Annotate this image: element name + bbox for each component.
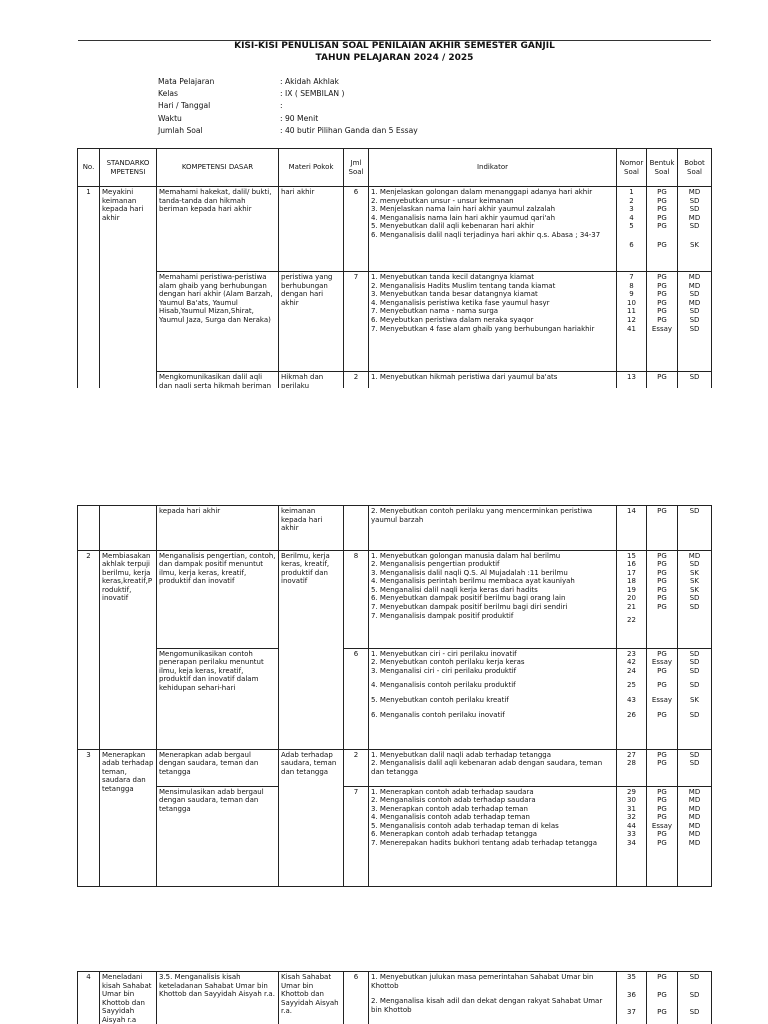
bentuk-soal-list: PG PG PG PG Essay PG PG bbox=[647, 786, 678, 886]
indikator-item: 3. Menjelaskan nama lain hari akhir yaumul zalzalah bbox=[371, 205, 556, 214]
col-nomor-soal: Nomor Soal bbox=[617, 149, 647, 187]
col-materi-pokok: Materi Pokok bbox=[279, 149, 344, 187]
indikator-list: 1. Menyebutkan tanda kecil datangnya kiamat 2. Menganalisis Hadits Muslim tentang tanda kiamat 3. Menyebutkan tanda besar datangnya kiamat 4. Menganalisis peristiwa ketika fase yaumul hasyr 7. Menyebutkan nama - nama surga 6. Meyebutkan peristiwa dalam neraka syaqor 7. Menyebutkan 4 fase alam ghaib yang berhubungan hariakhir bbox=[369, 272, 617, 372]
col-bobot-soal: Bobot Soal bbox=[678, 149, 712, 187]
bobot-soal-list: SD SD SD bbox=[678, 972, 712, 1024]
materi-pokok: Adab terhadap saudara, teman dan tetangga bbox=[279, 749, 344, 886]
nomor-soal-list: 35 36 37 bbox=[617, 972, 647, 1024]
kompetensi-dasar: Mensimulasikan adab bergaul dengan saudara, teman dan tetangga bbox=[157, 786, 279, 886]
materi-pokok: hari akhir bbox=[279, 187, 344, 272]
standar-kompetensi: Meneladani kisah Sahabat Umar bin Khottob dan Sayyidah Aisyah r.a bbox=[100, 972, 157, 1024]
indikator-item: 6. Menganalisis dalil naqli terjadinya hari akhir q.s. Abasa ; 34-37 bbox=[371, 230, 601, 239]
bentuk-soal-list: PG PG PG PG PG PG PG bbox=[647, 550, 678, 648]
indikator-list bbox=[369, 187, 617, 272]
jml-soal: 7 bbox=[344, 272, 369, 372]
indikator-item: 2. Menyebutkan contoh perilaku yang mencerminkan peristiwa yaumul barzah bbox=[369, 506, 617, 550]
standar-kompetensi: Meyakini keimanan kepada hari akhir bbox=[100, 187, 157, 389]
jml-soal: 6 bbox=[344, 648, 369, 749]
col-no: No. bbox=[78, 149, 100, 187]
row-number: 1 bbox=[78, 187, 100, 389]
table-page-1 bbox=[77, 148, 712, 388]
kompetensi-dasar: kepada hari akhir bbox=[157, 506, 279, 550]
bentuk-soal-list: PG PG PG PG PG PG bbox=[647, 187, 678, 272]
table-row bbox=[78, 550, 712, 648]
materi-pokok: peristiwa yang berhubungan dengan hari akhir bbox=[279, 272, 344, 372]
bobot-soal-list: MD MD MD MD MD MD MD bbox=[678, 786, 712, 886]
bentuk-soal: PG bbox=[647, 506, 678, 550]
meta-row: Mata Pelajaran : Akidah Akhlak bbox=[158, 77, 339, 86]
jml-soal: 6 bbox=[344, 972, 369, 1024]
table-row bbox=[78, 372, 712, 389]
indikator-item: 4. Menganalisis nama lain hari akhir yaumud qari'ah bbox=[371, 213, 555, 222]
bobot-soal-list: SD SD bbox=[678, 749, 712, 786]
indikator-list: 1. Menyebutkan dalil naqli adab terhadap tetangga 2. Menganalisis dalil aqli kebenaran adab dengan saudara, teman dan tetangga bbox=[369, 749, 617, 786]
col-jml-soal: Jml Soal bbox=[344, 149, 369, 187]
bobot-soal: SD bbox=[678, 506, 712, 550]
indikator-item: 1. Menyebutkan hikmah peristiwa dari yaumul ba'ats bbox=[369, 372, 617, 389]
row-number: 2 bbox=[78, 550, 100, 749]
kisi-kisi-table-continued bbox=[77, 506, 712, 887]
meta-row: Waktu : 90 Menit bbox=[158, 113, 319, 123]
bobot-soal-list: MD MD SD MD SD SD SD bbox=[678, 272, 712, 372]
nomor-soal-list: 7 8 9 10 11 12 41 bbox=[617, 272, 647, 372]
document-title: KISI-KISI PENULISAN SOAL PENILAIAN AKHIR SEMESTER GANJIL bbox=[234, 41, 555, 51]
row-number: 4 bbox=[78, 972, 100, 1024]
kisi-kisi-table-continued-2 bbox=[77, 971, 712, 1024]
row-number: 3 bbox=[78, 749, 100, 886]
meta-row: Kelas : IX ( SEMBILAN ) bbox=[158, 89, 345, 99]
jml-soal: 6 bbox=[344, 187, 369, 272]
nomor-soal-list: 23 42 24 25 43 26 bbox=[617, 648, 647, 749]
nomor-soal-list: 29 30 31 32 44 33 34 bbox=[617, 786, 647, 886]
indikator-item: 5. Menyebutkan dalil aqli kebenaran hari akhir bbox=[371, 222, 535, 231]
jml-soal: 2 bbox=[344, 372, 369, 389]
bobot-soal: SD bbox=[678, 372, 712, 389]
kompetensi-dasar: 3.5. Menganalisis kisah keteladanan Sahabat Umar bin Khottob dan Sayyidah Aisyah r.a. bbox=[157, 972, 279, 1024]
indikator-item: 2. menyebutkan unsur - unsur keimanan bbox=[371, 196, 514, 205]
meta-block bbox=[158, 76, 418, 137]
col-indikator: Indikator bbox=[369, 149, 617, 187]
materi-pokok: keimanan kepada hari akhir bbox=[279, 506, 344, 550]
nomor-soal: 13 bbox=[617, 372, 647, 389]
nomor-soal-list: 15 16 17 18 19 20 21 22 bbox=[617, 550, 647, 648]
bentuk-soal-list: PG PG PG PG PG PG Essay bbox=[647, 272, 678, 372]
standar-kompetensi: Membiasakan akhlak terpuji berilmu, kerja keras,kreatif,P roduktif, inovatif bbox=[100, 550, 157, 749]
table-row bbox=[78, 187, 712, 272]
table-row bbox=[78, 272, 712, 372]
bentuk-soal-list: PG Essay PG PG Essay PG bbox=[647, 648, 678, 749]
kompetensi-dasar: Mengomunikasikan contoh penerapan perilaku menuntut ilmu, keja keras, kreatif, produktif dan inovatif dalam kehidupan sehari-hari bbox=[157, 648, 279, 749]
meta-row: Jumlah Soal : 40 butir Pilihan Ganda dan 5 Essay bbox=[158, 125, 418, 135]
bentuk-soal: PG bbox=[647, 372, 678, 389]
indikator-list: 1. Menerapkan contoh adab terhadap saudara 2. Menganalisis contoh adab terhadap saudara 3. Menerapkan contoh adab terhadap teman 4. Menganalisis contoh adab terhadap teman 5. Menganalisis contoh adab terhadap teman di kelas 6. Menerapkan contoh adab terhadap tetangga 7. Menerepakan hadits bukhori tentang adab terhadap tetangga bbox=[369, 786, 617, 886]
col-standar-kompetensi: STANDARKO MPETENSI bbox=[100, 149, 157, 187]
table-row bbox=[78, 786, 712, 886]
standar-kompetensi: Menerapkan adab terhadap teman, saudara dan tetangga bbox=[100, 749, 157, 886]
indikator-list: 1. Menyebutkan golongan manusia dalam hal berilmu 2. Menganalisis pengertian produktif 3. Menganalisis dalil naqli Q.S. Al Mujadalah :11 berilmu 4. Menganalisis perintah berilmu membaca ayat kauniyah 5. Menganalisi dalil naqli kerja keras dari hadits 6. Menyebutkan dampak positif berilmu bagi orang lain 7. Menyebutkan dampak positif berilmu bagi diri sendiri 7. Menganalisis dampak positif produktif bbox=[369, 550, 617, 648]
meta-row: Hari / Tanggal : bbox=[158, 101, 283, 111]
nomor-soal: 14 bbox=[617, 506, 647, 550]
nomor-soal-list: 27 28 bbox=[617, 749, 647, 786]
kompetensi-dasar: Menerapkan adab bergaul dengan saudara, teman dan tetangga bbox=[157, 749, 279, 786]
materi-pokok: Kisah Sahabat Umar bin Khottob dan Sayyidah Aisyah r.a. bbox=[279, 972, 344, 1024]
table-row bbox=[78, 506, 712, 550]
table-row bbox=[78, 648, 712, 749]
bentuk-soal-list: PG PG PG bbox=[647, 972, 678, 1024]
nomor-soal-list: 1 2 3 4 5 6 bbox=[617, 187, 647, 272]
bobot-soal-list: MD SD SD MD SD SK bbox=[678, 187, 712, 272]
table-row bbox=[78, 972, 712, 1024]
kompetensi-dasar: Mengkomunikasikan dalil aqli dan naqli serta hikmah beriman bbox=[157, 372, 279, 389]
kompetensi-dasar: Memahami peristiwa-peristiwa alam ghaib yang berhubungan dengan hari akhir (Alam Barzah, Yaumul Ba'ats, Yaumul Hisab,Yaumul Mizan,Shirat, Yaumul Jaza, Surga dan Neraka) bbox=[157, 272, 279, 372]
jml-soal: 7 bbox=[344, 786, 369, 886]
jml-soal: 8 bbox=[344, 550, 369, 648]
kompetensi-dasar: Memahami hakekat, dalil/ bukti, tanda-tanda dan hikmah beriman kepada hari akhir bbox=[157, 187, 279, 272]
bobot-soal-list: MD SD SK SK SK SD SD bbox=[678, 550, 712, 648]
table-page-3 bbox=[77, 971, 712, 1024]
bobot-soal-list: SD SD SD SD SK SD bbox=[678, 648, 712, 749]
kompetensi-dasar: Menganalisis pengertian, contoh, dan dampak positif menuntut ilmu, kerja keras, kreatif, produktif dan inovatif bbox=[157, 550, 279, 648]
table-page-2 bbox=[77, 505, 712, 889]
indikator-item: 1. Menjelaskan golongan dalam menanggapi adanya hari akhir bbox=[371, 188, 593, 196]
document-subtitle: TAHUN PELAJARAN 2024 / 2025 bbox=[315, 53, 474, 63]
col-kompetensi-dasar: KOMPETENSI DASAR bbox=[157, 149, 279, 187]
col-bentuk-soal: Bentuk Soal bbox=[647, 149, 678, 187]
indikator-list: 1. Menyebutkan julukan masa pemerintahan Sahabat Umar bin Khottob 2. Menganalisa kisah adil dan dekat dengan rakyat Sahabat Umar bin Khottob bbox=[369, 972, 617, 1024]
indikator-list: 1. Menyebutkan ciri - ciri perilaku inovatif 2. Menyebutkan contoh perilaku kerja keras 3. Menganalisi ciri - ciri perilaku produktif 4. Menganalisis contoh perilaku produktif 5. Menyebutkan contoh perilaku kreatif 6. Menganalis contoh perilaku inovatif bbox=[369, 648, 617, 749]
materi-pokok: Berilmu, kerja keras, kreatif, produktif dan inovatif bbox=[279, 550, 344, 749]
jml-soal: 2 bbox=[344, 749, 369, 786]
table-row bbox=[78, 749, 712, 786]
kisi-kisi-table bbox=[77, 148, 712, 388]
materi-pokok: Hikmah dan perilaku bbox=[279, 372, 344, 389]
table-header-row bbox=[78, 149, 712, 187]
bentuk-soal-list: PG PG bbox=[647, 749, 678, 786]
